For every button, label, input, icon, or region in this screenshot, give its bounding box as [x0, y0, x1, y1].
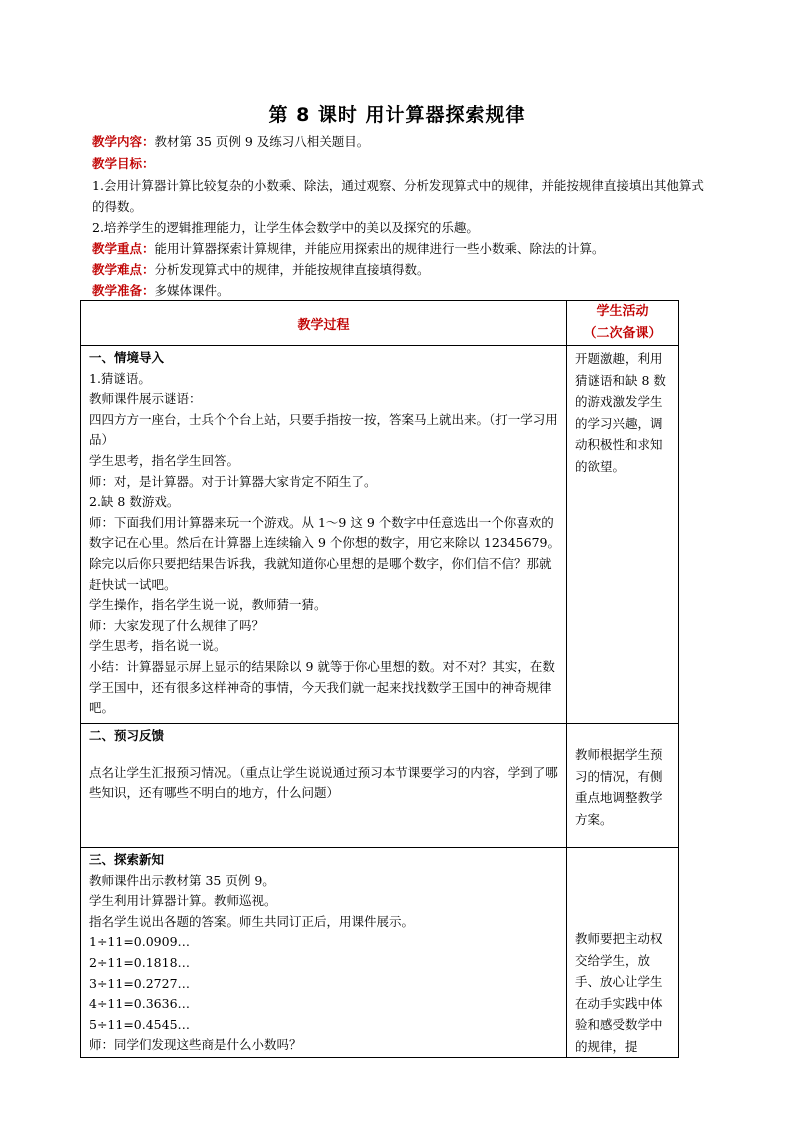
process-line: 师：大家发现了什么规律了吗？	[89, 617, 265, 633]
process-cell-3	[81, 848, 567, 1058]
lesson-table	[80, 300, 679, 1058]
teaching-prep-label: 教学准备：	[92, 283, 155, 298]
teaching-key-points	[92, 238, 712, 259]
process-line: 指名学生说出各题的答案。师生共同订正后，用课件展示。	[89, 913, 415, 929]
process-line: 学生利用计算器计算。教师巡视。	[89, 893, 277, 909]
teaching-goal-2: 2.培养学生的逻辑推理能力，让学生体会数学中的美以及探究的乐趣。	[92, 220, 479, 235]
process-line: 点名让学生汇报预习情况。（重点让学生说说通过预习本节课要学习的内容，学到了哪些知识，还有哪些不明白的地方，什么问题）	[89, 764, 558, 801]
header-activity-line1: 学生活动	[596, 304, 649, 319]
process-line: 1.猜谜语。	[89, 370, 151, 386]
page-title: 第 8 课时 用计算器探索规律	[268, 104, 526, 126]
process-line: 学生思考，指名说一说。	[89, 638, 227, 654]
header-student-activity	[567, 301, 679, 346]
table-row-section-2	[81, 724, 679, 848]
process-line: 1÷11=0.0909…	[89, 934, 191, 950]
section-heading: 三、探索新知	[89, 852, 165, 867]
process-line: 师：同学们发现这些商是什么小数吗？	[89, 1037, 302, 1053]
activity-cell-1: 开题激趣，利用猜谜语和缺 8 数的游戏激发学生的学习兴趣，调动积极性和求知的欲望。	[567, 346, 679, 724]
process-line: 学生操作，指名学生说一说，教师猜一猜。	[89, 597, 327, 613]
table-row-section-3	[81, 848, 679, 1058]
teaching-goals-heading	[92, 153, 712, 174]
process-line: 2÷11=0.1818…	[89, 954, 191, 970]
spacer	[89, 747, 560, 763]
activity-cell-3: 教师要把主动权交给学生，放手、放心让学生在动手实践中体验和感受数学中的规律，提	[567, 848, 679, 1058]
teaching-preparation	[92, 280, 712, 301]
process-line: 小结：计算器显示屏上显示的结果除以 9 就等于你心里想的数。对不对？其实，在数学王国中，还有很多这样神奇的事情，今天我们就一起来找找数学王国中的神奇规律吧。	[89, 658, 555, 716]
teaching-key-label: 教学重点：	[92, 241, 155, 256]
teaching-difficult-text: 分析发现算式中的规律，并能按规律直接填得数。	[154, 262, 430, 277]
teaching-difficult-label: 教学难点：	[92, 262, 155, 277]
table-row-section-1	[81, 346, 679, 724]
process-line: 师：对，是计算器。对于计算器大家肯定不陌生了。	[89, 473, 377, 489]
process-line: 2.缺 8 数游戏。	[89, 494, 180, 510]
teaching-key-text: 能用计算器探索计算规律，并能应用探索出的规律进行一些小数乘、除法的计算。	[154, 241, 605, 256]
section-heading: 一、情境导入	[89, 350, 165, 365]
process-line: 师：下面我们用计算器来玩一个游戏。从 1～9 这 9 个数字中任意选出一个你喜欢的数字记在心里。然后在计算器上连续输入 9 个你想的数字，用它来除以 12345679。除完以后你只要把结果告诉我，我就知道你心里想的是哪个数字，你们信不信？那就赶快试一试吧。	[89, 514, 560, 592]
teaching-content-text: 教材第 35 页例 9 及练习八相关题目。	[154, 134, 370, 149]
teaching-content	[92, 131, 712, 152]
header-activity-line2: （二次备课）	[583, 326, 662, 341]
process-cell-1	[81, 346, 567, 724]
teaching-content-label: 教学内容：	[92, 134, 155, 149]
process-cell-2	[81, 724, 567, 848]
teaching-goal-1: 1.会用计算器计算比较复杂的小数乘、除法，通过观察、分析发现算式中的规律，并能按规律直接填出其他算式的得数。	[92, 178, 704, 214]
process-line: 学生思考，指名学生回答。	[89, 452, 240, 468]
section-heading: 二、预习反馈	[89, 728, 165, 743]
table-header-row	[81, 301, 679, 346]
process-line: 5÷11=0.4545…	[89, 1016, 191, 1032]
header-teaching-process: 教学过程	[81, 301, 567, 346]
process-line: 教师课件展示谜语：	[89, 391, 202, 407]
teaching-difficulties	[92, 259, 712, 280]
teaching-prep-text: 多媒体课件。	[154, 283, 230, 298]
process-line: 四四方方一座台，士兵个个台上站，只要手指按一按，答案马上就出来。（打一学习用品）	[89, 411, 558, 448]
activity-cell-2: 教师根据学生预习的情况，有侧重点地调整教学方案。	[567, 724, 679, 848]
process-line: 4÷11=0.3636…	[89, 996, 191, 1012]
process-line: 教师课件出示教材第 35 页例 9。	[89, 872, 275, 888]
process-line: 3÷11=0.2727…	[89, 975, 191, 991]
teaching-goals-label: 教学目标：	[92, 156, 155, 171]
